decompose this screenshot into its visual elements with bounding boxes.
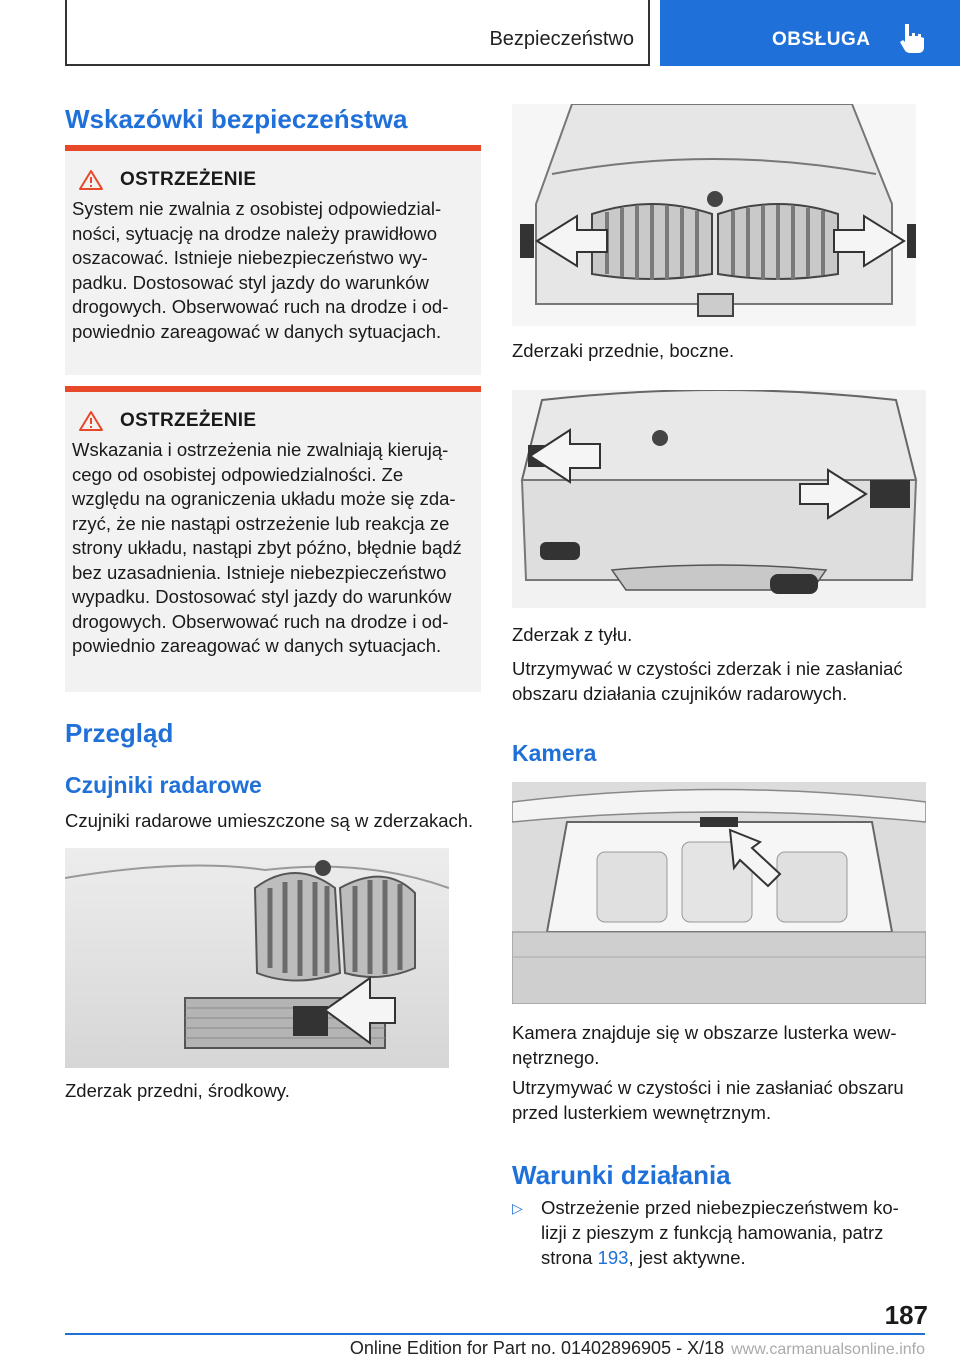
camera-location-text: Kamera znajduje się w obszarze lusterka wew- nętrznego. [512,1022,897,1068]
subsection-title-radar: Czujniki radarowe [65,772,262,798]
warning-title: OSTRZEŻENIE [120,410,257,431]
section-title-conditions: Warunki działania [512,1160,731,1190]
warning-box-1 [65,145,481,375]
header-chapter-tab[interactable] [660,0,960,66]
header-section-box [65,0,650,66]
front-bumper-side-image [512,104,916,326]
rear-bumper-image [512,390,926,608]
front-bumper-center-image [65,848,449,1068]
list-item: Ostrzeżenie przed niebezpieczeństwem ko- lizji z pieszym z funkcją hamowania, patrz strona 193, jest aktywne. [541,1197,899,1268]
pointing-hand-icon [896,20,930,56]
camera-location-image [512,782,926,1004]
page-link[interactable]: 193 [597,1247,629,1268]
warning-title: OSTRZEŻENIE [120,169,257,190]
caption-rear: Zderzak z tyłu. [512,624,633,645]
header-section-label: Bezpieczeństwo [489,28,634,50]
warning-triangle-icon [78,410,104,432]
edition-text: Online Edition for Part no. 01402896905 - X/18 [349,1338,725,1358]
warning-triangle-icon [78,169,104,191]
caption-front-center: Zderzak przedni, środkowy. [65,1080,290,1101]
section-title-overview: Przegląd [65,718,174,748]
footer-text [0,1338,925,1359]
page-number: 187 [884,1300,928,1330]
watermark-text: www.carmanualsonline.info [731,1341,925,1358]
camera-clean-text: Utrzymywać w czystości i nie zasłaniać obszaru przed lusterkiem wewnętrznym. [512,1077,904,1123]
caption-front-side: Zderzaki przednie, boczne. [512,340,735,361]
page-title: Wskazówki bezpieczeństwa [65,104,408,134]
footer-divider [65,1333,925,1335]
subsection-title-camera: Kamera [512,740,597,766]
keep-clean-text: Utrzymywać w czystości zderzak i nie zasłaniać obszaru działania czujników radarowych. [512,658,903,704]
header-chapter-label: OBSŁUGA [772,29,871,50]
warning-text: System nie zwalnia z osobistej odpowiedzial- ności, sytuację na drodze należy prawidłowo oszacować. Istnieje niebezpieczeństwo wy- padku. Dostosować styl jazdy do warunków drogowych. Obserwować ruch na drodze i od- powiednio zareagować w danych sytuacjach. [72,198,449,342]
radar-description: Czujniki radarowe umieszczone są w zderzakach. [65,810,474,831]
list-bullet-icon: ▷ [512,1200,523,1216]
warning-text: Wskazania i ostrzeżenia nie zwalniają kierują- cego od osobistej odpowiedzialności. Ze względu na ograniczenia układu może się zda- rzyć, że nie nastąpi ostrzeżenie lub reakcja ze strony układu, nastąpi zbyt późno, błędnie bądź bez uzasadnienia. Istnieje niebezpieczeństwo wypadku. Dostosować styl jazdy do warunków drogowych. Obserwować ruch na drodze i od- powiednio zareagować w danych sytuacjach. [72,439,462,656]
warning-box-2 [65,386,481,692]
